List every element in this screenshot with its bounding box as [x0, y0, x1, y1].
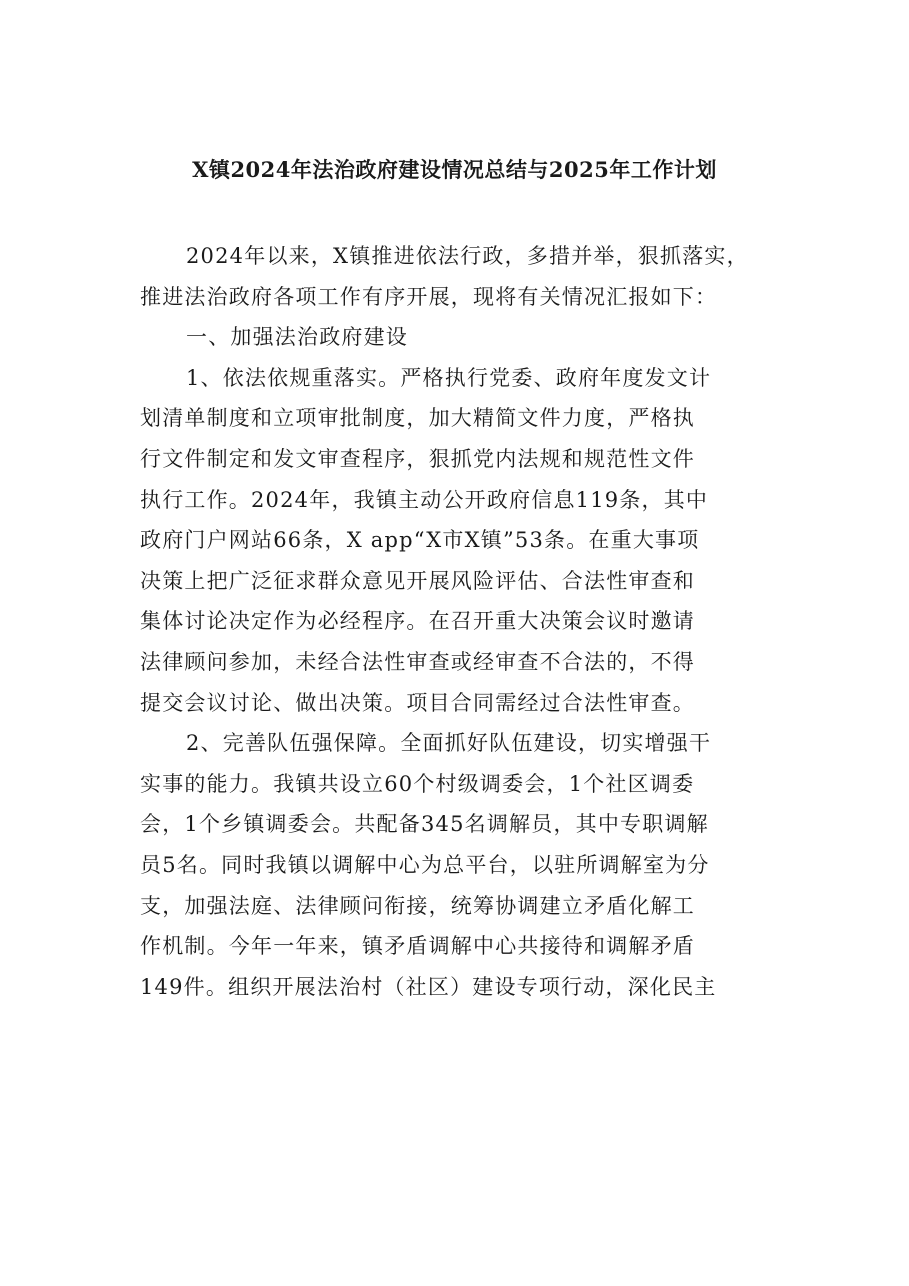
document-title: X镇2024年法治政府建设情况总结与2025年工作计划	[192, 157, 717, 182]
paragraph-line: 集体讨论决定作为必经程序。在召开重大决策会议时邀请	[140, 609, 695, 634]
paragraph-line: 实事的能力。我镇共设立60个村级调委会，1个社区调委	[140, 771, 695, 796]
paragraph-line: 法律顾问参加，未经合法性审查或经审查不合法的，不得	[140, 649, 695, 674]
paragraph-line: 作机制。今年一年来，镇矛盾调解中心共接待和调解矛盾	[140, 934, 695, 959]
paragraph-line: 决策上把广泛征求群众意见开展风险评估、合法性审查和	[140, 568, 695, 593]
paragraph-line: 会，1个乡镇调委会。共配备345名调解员，其中专职调解	[140, 812, 709, 837]
paragraph-line: 1、依法依规重落实。严格执行党委、政府年度发文计	[186, 365, 712, 390]
paragraph-line: 推进法治政府各项工作有序开展，现将有关情况汇报如下：	[140, 284, 718, 309]
paragraph-line: 划清单制度和立项审批制度，加大精简文件力度，严格执	[140, 406, 695, 431]
section-heading: 一、加强法治政府建设	[186, 325, 408, 350]
paragraph-line: 员5名。同时我镇以调解中心为总平台，以驻所调解室为分	[140, 852, 710, 877]
paragraph-line: 政府门户网站66条，X app“X市X镇”53条。在重大事项	[140, 528, 700, 553]
paragraph-line: 行文件制定和发文审查程序，狠抓党内法规和规范性文件	[140, 446, 695, 471]
paragraph-line: 支，加强法庭、法律顾问衔接，统筹协调建立矛盾化解工	[140, 893, 695, 918]
paragraph-line: 149件。组织开展法治村（社区）建设专项行动，深化民主	[140, 974, 717, 999]
paragraph-line: 执行工作。2024年，我镇主动公开政府信息119条，其中	[140, 487, 709, 512]
paragraph-line: 2、完善队伍强保障。全面抓好队伍建设，切实增强干	[186, 731, 712, 756]
paragraph-line: 2024年以来，X镇推进依法行政，多措并举，狠抓落实，	[186, 244, 749, 268]
paragraph-line: 提交会议讨论、做出决策。项目合同需经过合法性审查。	[140, 690, 695, 715]
document-body	[140, 236, 780, 1007]
